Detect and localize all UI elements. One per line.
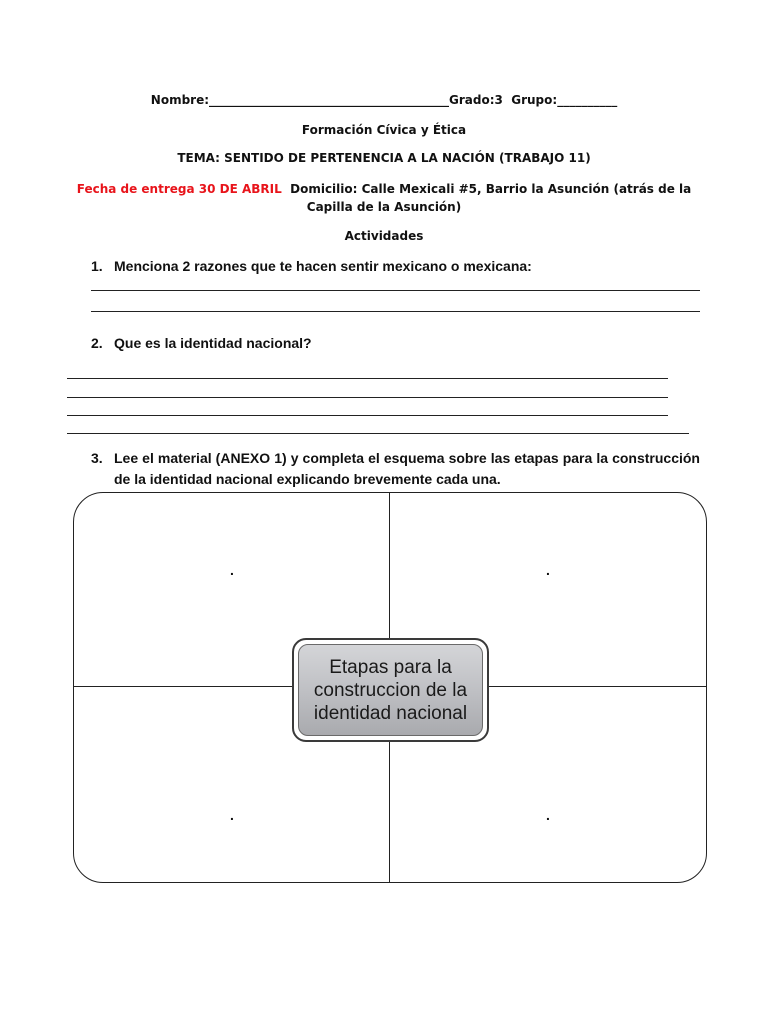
answer-line-1b[interactable] [91,311,700,312]
question-1-number: 1. [91,258,103,274]
question-2 [91,333,711,355]
subject-title: Formación Cívica y Ética [301,123,467,137]
delivery-info [60,180,708,216]
group-label: Grupo: [511,93,558,107]
student-info-line [0,93,768,107]
quadrant-bottom-right[interactable]: . [546,807,550,823]
activities-title: Actividades [344,229,424,243]
question-3 [91,448,711,492]
scheme-center-inner [298,644,483,736]
question-3-number: 3. [91,450,103,466]
question-3-text: Lee el material (ANEXO 1) y completa el esquema sobre las etapas para la construcción de la identidad nacional explicando brevemente cada una. [114,450,700,487]
quadrant-bottom-left[interactable]: . [230,807,234,823]
delivery-date: Fecha de entrega 30 DE ABRIL [76,182,282,196]
name-label: Nombre: [150,93,210,107]
grade-label: Grado:3 [449,93,503,107]
answer-line-2d[interactable] [67,433,689,434]
topic-title: TEMA: SENTIDO DE PERTENENCIA A LA NACIÓN (TRABAJO 11) [177,151,591,165]
question-2-number: 2. [91,335,103,351]
question-2-text: Que es la identidad nacional? [114,335,312,351]
question-1-text: Menciona 2 razones que te hacen sentir mexicano o mexicana: [114,258,532,274]
group-blank[interactable]: __________ [557,93,618,107]
scheme-center-label: Etapas para la construccion de la identidad nacional [313,656,468,724]
name-blank[interactable]: ________________________________________ [209,93,450,107]
answer-line-2c[interactable] [67,415,668,416]
delivery-address: Domicilio: Calle Mexicali #5, Barrio la Asunción (atrás de la Capilla de la Asunción) [290,182,692,214]
answer-line-2a[interactable] [67,378,668,379]
question-1 [91,256,711,278]
scheme-center-box [292,638,489,742]
answer-line-1a[interactable] [91,290,700,291]
quadrant-top-left[interactable]: . [230,562,234,578]
answer-line-2b[interactable] [67,397,668,398]
quadrant-top-right[interactable]: . [546,562,550,578]
